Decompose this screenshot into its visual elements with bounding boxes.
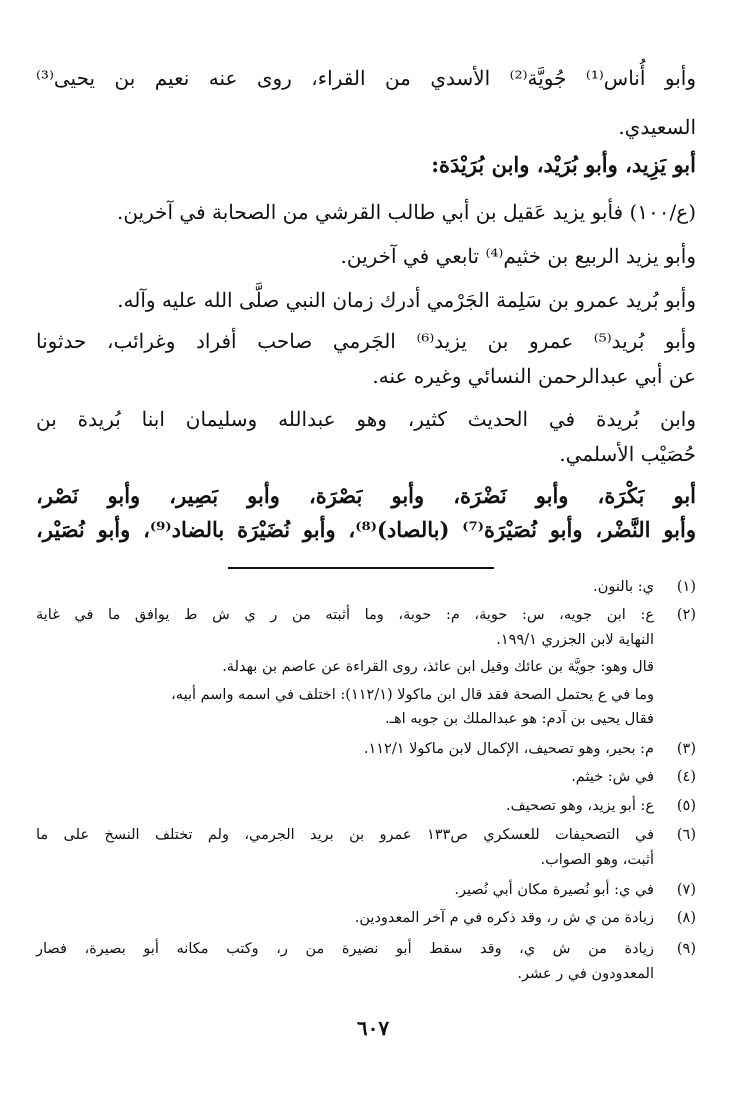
footnote-number: (٢) [676,607,696,623]
footnote-number: (٧) [676,882,696,898]
text-line: (ع/١٠٠) فأبو يزيد عَقيل بن أبي طالب القرشي من الصحابة في آخرين. [116,200,696,224]
section-heading: أبو بَكْرَة، وأبو نَضْرَة، وأبو بَصْرَة، وأبو بَصِير، وأبو نَصْر، [36,483,696,508]
footnote-text: قال وهو: جويَّة بن عائك وقيل ابن عائذ، روى القراءة عن عاصم بن بهدلة. [222,659,654,675]
text-line: وأبو أُناس⁽¹⁾ جُويَّة⁽²⁾ الأسدي من القراء، روى عنه نعيم بن يحيى⁽³⁾ [36,66,696,90]
footnote-text: المعدودون في ر عشر. [517,966,654,982]
text-line: وأبو بُريد عمرو بن سَلِمة الجَرْمي أدرك زمان النبي صلَّى الله عليه وآله. [117,288,696,312]
footnote-number: (٩) [676,941,696,957]
text-line: السعيدي. [618,115,696,139]
footnote-separator [228,567,494,569]
footnote-text: زيادة من ش ي، وقد سقط أبو نضيرة من ر، وكتب مكانه أبو بصيرة، فصار [36,941,654,957]
footnote-text: أثبت، وهو الصواب. [540,852,654,868]
section-heading: وأبو النَّضْر، وأبو نُصَيْرَة⁽⁷⁾ (بالصاد)⁽⁸⁾، وأبو نُضَيْرَة بالضاد⁽⁹⁾، وأبو نُصَيْر، [36,517,697,542]
section-heading: أبو يَزِيد، وأبو بُرَيْد، وابن بُرَيْدَة: [431,152,696,177]
footnote-number: (٨) [676,910,696,926]
footnote-text: فقال يحيى بن آدم: هو عبدالملك بن جويه اهـ. [385,711,654,727]
footnote-number: (٦) [676,827,696,843]
footnote-text: ع: ابن جويه، س: حوية، م: حوبة، وما أثبته من ر ي ش ط يوافق ما في غاية [36,607,654,623]
page-number: ٦٠٧ [356,1016,390,1040]
footnote-text: ي: بالنون. [593,579,654,595]
text-line: عن أبي عبدالرحمن النسائي وغيره عنه. [372,364,696,388]
text-line: حُصَيْب الأسلمي. [559,442,696,466]
footnote-number: (١) [676,579,696,595]
footnote-text: في التصحيفات للعسكري ص١٣٣ عمرو بن بريد الجرمي، ولم تختلف النسخ على ما [36,827,655,843]
text-line: وأبو بُريد⁽⁵⁾ عمرو بن يزيد⁽⁶⁾ الجَرمي صاحب أفراد وغرائب، حدثونا [36,329,696,353]
footnote-text: وما في ع يحتمل الصحة فقد قال ابن ماكولا (١١٢/١): اختلف في اسمه واسم أبيه، [171,687,654,703]
footnote-number: (٤) [676,769,696,785]
footnote-text: زيادة من ي ش ر، وقد ذكره في م آخر المعدودين. [354,910,654,926]
text-line: وأبو يزيد الربيع بن خثيم⁽⁴⁾ تابعي في آخرين. [340,244,696,268]
footnote-number: (٣) [676,741,696,757]
text-line: وابن بُريدة في الحديث كثير، وهو عبدالله وسليمان ابنا بُريدة بن [36,407,696,431]
footnote-text: ع: أبو يزيد، وهو تصحيف. [506,798,654,814]
footnote-text: في ش: خيثم. [571,769,654,785]
footnote-text: في ي: أبو نُصيرة مكان أبي نُصير. [454,882,654,898]
footnote-text: م: بحير، وهو تصحيف، الإكمال لابن ماكولا ١١٢/١. [363,741,654,757]
footnote-number: (٥) [676,798,696,814]
footnote-text: النهاية لابن الجزري ١٩٩/١. [496,632,654,648]
